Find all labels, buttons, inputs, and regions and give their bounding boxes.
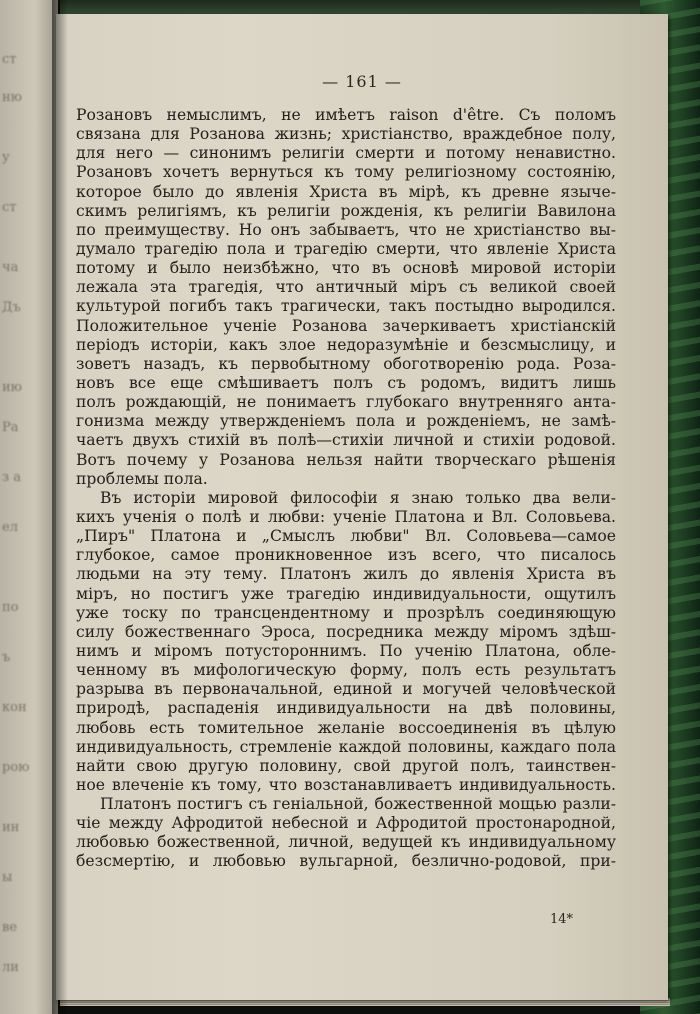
book-page — [56, 14, 668, 1000]
text-line: Положительное ученіе Розанова зачеркиваетъ христіанскій — [76, 316, 616, 335]
text-line: полъ рождающій, не понимаетъ глубокаго внутренняго анта- — [76, 393, 616, 412]
text-line: уже тоску по трансцендентному и прозрѣлъ соединяющую — [76, 603, 616, 622]
text-line: безсмертію, и любовью вульгарной, безлично-родовой, при- — [76, 852, 616, 871]
signature-mark: 14* — [550, 912, 574, 927]
body-text — [76, 106, 616, 872]
text-line: Розановъ немыслимъ, не имѣетъ raison d'être. Съ поломъ — [76, 106, 616, 124]
facing-page-text-fragment: у — [2, 150, 10, 165]
page-number: — 161 — — [322, 72, 402, 91]
facing-page-text-fragment: ве — [2, 920, 18, 935]
facing-page-text-fragment: ин — [2, 820, 20, 835]
text-segment: Платонъ жилъ до явленія Христа въ — [279, 565, 616, 584]
facing-page-text-fragment: ли — [2, 960, 19, 975]
text-line: Розановъ хочетъ вернуться къ тому религіозному состоянію, — [76, 163, 616, 182]
text-line: потому и было неизбѣжно, что въ основѣ мировой исторіи — [76, 259, 616, 278]
book-spine-shadow — [52, 0, 68, 1014]
text-line: „Пиръ" Платона и „Смыслъ любви" Вл. Соловьева—самое — [76, 527, 616, 546]
text-line: Вотъ почему у Розанова нельзя найти творческаго рѣшенія — [76, 450, 616, 469]
facing-page-text-fragment: ню — [2, 90, 22, 105]
text-line: Въ исторіи мировой философіи я знаю только два вели- — [100, 488, 616, 507]
text-line: лежала эта трагедія, что античный міръ съ великой своей — [76, 278, 616, 297]
text-line: силу божественнаго Эроса, посредника между міромъ здѣш- — [76, 622, 616, 641]
facing-page-text-fragment: ъ — [2, 650, 11, 665]
text-line: связана для Розанова жизнь; христіанство, враждебное полу, — [76, 125, 616, 144]
facing-page-text-fragment: ст — [2, 52, 17, 67]
text-line: думало трагедію пола и трагедію смерти, что явленіе Христа — [76, 239, 616, 258]
facing-page-text-fragment: кон — [2, 700, 27, 715]
text-line: любовь есть томительное желаніе воссоединенія въ цѣлую — [76, 718, 616, 737]
text-line: Платонъ постигъ съ геніальной, божественной мощью разли- — [100, 795, 616, 814]
text-line: міръ, но постигъ уже трагедію индивидуальности, ощутилъ — [76, 584, 616, 603]
text-line: для него — синонимъ религіи смерти и потому ненавистно. — [76, 144, 616, 163]
facing-page-text-fragment: Дъ — [2, 300, 21, 315]
text-line: скимъ религіямъ, къ религіи рожденія, къ религіи Вавилона — [76, 201, 616, 220]
facing-page-edge — [0, 0, 58, 1014]
text-line: разрыва въ первоначальной, единой и могучей человѣческой — [76, 680, 616, 699]
text-line: чіе между Афродитой небесной и Афродитой простонародной, — [76, 814, 616, 833]
text-segment: людьми на эту тему. — [76, 565, 268, 584]
text-line: кихъ ученія о полѣ и любви: ученіе Платона и Вл. Соловьева. — [76, 507, 616, 526]
text-line: новъ все еще смѣшиваетъ полъ съ родомъ, видитъ лишь — [76, 373, 616, 392]
text-line: культурой погибъ такъ трагически, такъ постыдно выродился. — [76, 297, 616, 316]
text-line: ное влеченіе къ тому, что возстанавливаетъ индивидуальность. — [76, 775, 616, 794]
facing-page-text-fragment: ст — [2, 200, 17, 215]
facing-page-text-fragment: рою — [2, 760, 30, 775]
text-line: гонизма между утвержденіемъ пола и рожденіемъ, не замѣ- — [76, 412, 616, 431]
text-line: періодъ исторіи, какъ злое недоразумѣніе и безсмыслицу, и — [76, 335, 616, 354]
facing-page-text-fragment: ы — [2, 870, 13, 885]
facing-page-text-fragment: ча — [2, 260, 19, 275]
text-line: зоветъ назадъ, къ первобытному обоготворенію рода. Роза- — [76, 354, 616, 373]
text-line: чаетъ двухъ стихій въ полѣ—стихіи личной и стихіи родовой. — [76, 431, 616, 450]
facing-page-text-fragment: по — [2, 600, 19, 615]
facing-page-text-fragment: ел — [2, 520, 18, 535]
text-line: глубокое, самое проникновенное изъ всего, что писалось — [76, 546, 616, 565]
text-line: природѣ, распаденія индивидуальности на двѣ половины, — [76, 699, 616, 718]
text-line: нимъ и міромъ потустороннимъ. По ученію Платона, обле- — [76, 641, 616, 660]
facing-page-text-fragment: з а — [2, 470, 21, 485]
facing-page-text-fragment: Ра — [2, 420, 19, 435]
text-line: которое было до явленія Христа въ мірѣ, къ древне языче- — [76, 182, 616, 201]
facing-page-text-fragment: ию — [2, 380, 22, 395]
text-line: проблемы пола. — [76, 469, 208, 488]
text-line — [76, 565, 616, 584]
text-line: индивидуальность, стремленіе каждой половины, каждаго пола — [76, 737, 616, 756]
text-line: найти свою другую половину, свой другой полъ, таинствен- — [76, 756, 616, 775]
text-line: ченному въ мифологическую форму, полъ есть результатъ — [76, 661, 616, 680]
text-line: по преимуществу. Но онъ забываетъ, что не христіанство вы- — [76, 220, 616, 239]
text-line: любовью божественной, личной, ведущей къ индивидуальному — [76, 833, 616, 852]
